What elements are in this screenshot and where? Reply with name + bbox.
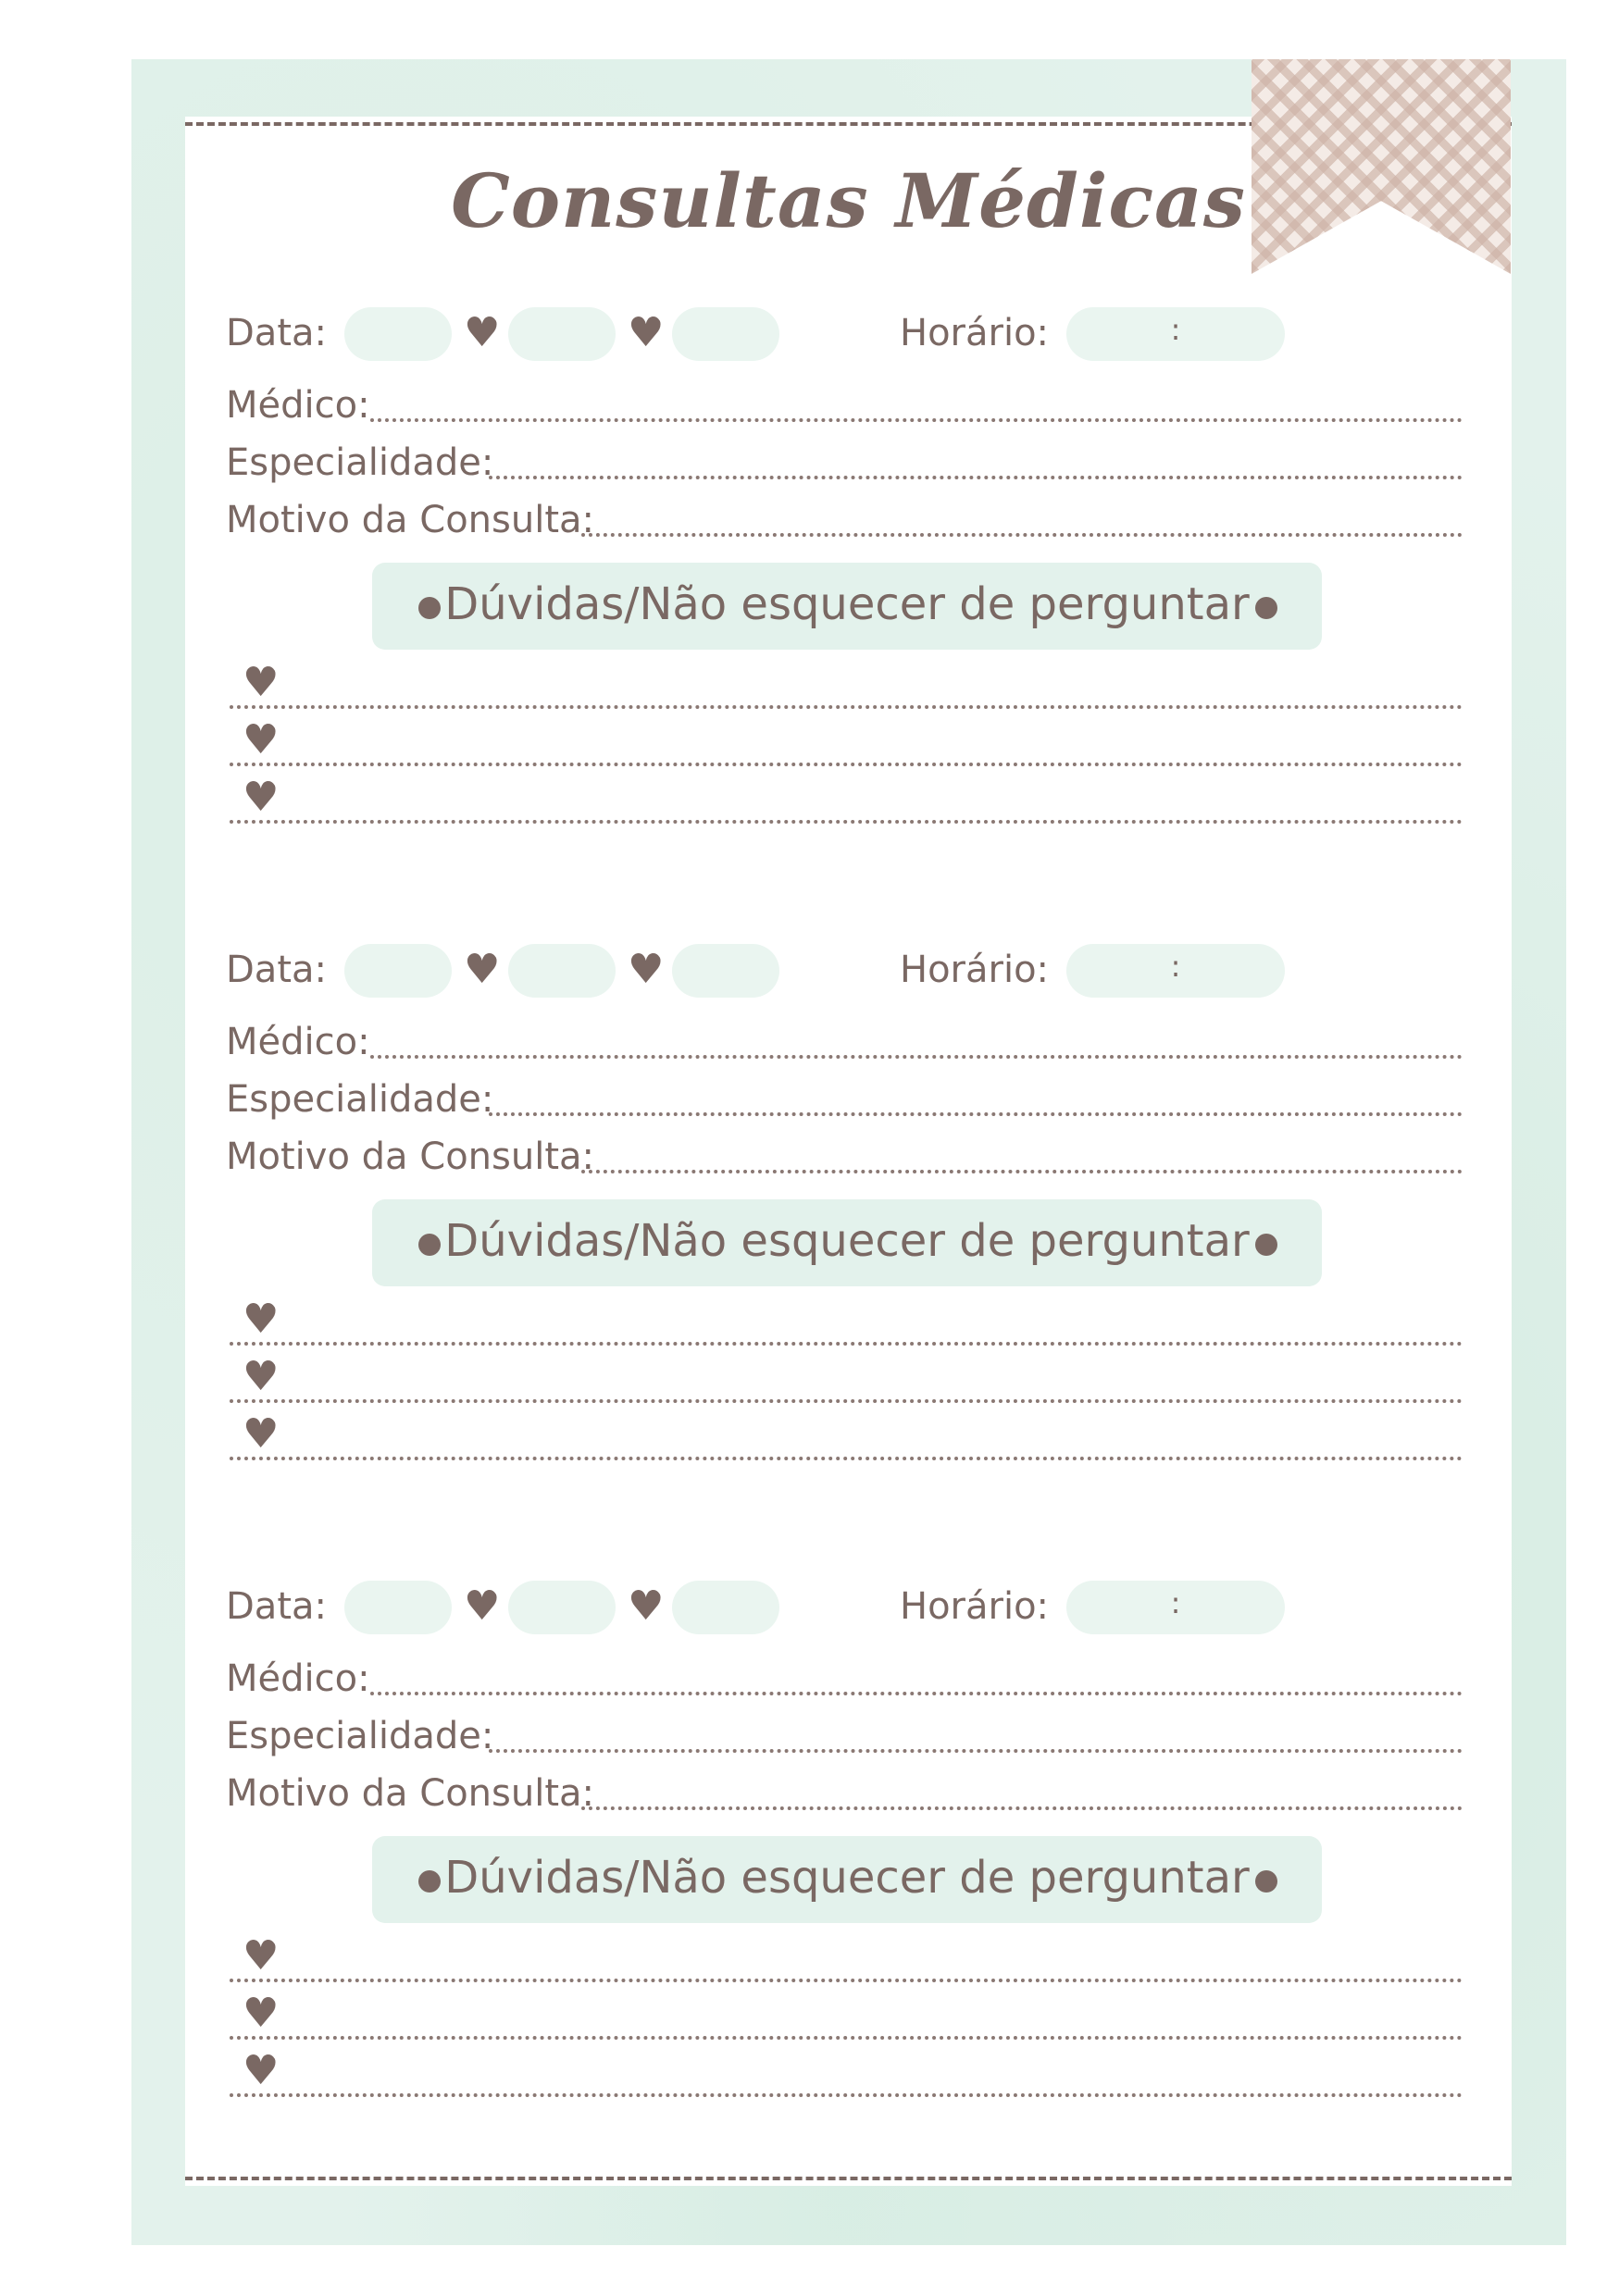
- heart-icon: ♥: [464, 309, 501, 356]
- specialty-line[interactable]: [489, 476, 1463, 479]
- heart-icon: ♥: [243, 774, 280, 821]
- dot-icon: [1255, 1234, 1277, 1256]
- dot-icon: [418, 1870, 441, 1893]
- date-month-field[interactable]: [508, 307, 616, 361]
- heart-icon: ♥: [243, 1410, 280, 1458]
- reason-line[interactable]: [581, 1170, 1463, 1173]
- reason-label: Motivo da Consulta:: [226, 1136, 594, 1178]
- time-label: Horário:: [900, 1585, 1050, 1628]
- heart-icon: ♥: [464, 946, 501, 993]
- reason-line[interactable]: [581, 533, 1463, 537]
- questions-banner: [372, 1836, 1322, 1923]
- reason-label: Motivo da Consulta:: [226, 1772, 594, 1815]
- specialty-label: Especialidade:: [226, 441, 494, 484]
- dot-icon: [1255, 597, 1277, 619]
- heart-icon: ♥: [243, 1296, 280, 1343]
- heart-icon: ♥: [464, 1582, 501, 1630]
- date-month-field[interactable]: [508, 1581, 616, 1634]
- doctor-label: Médico:: [226, 384, 370, 427]
- bottom-dashed-border: [185, 2177, 1512, 2180]
- date-day-field[interactable]: [344, 1581, 452, 1634]
- question-line[interactable]: [230, 2093, 1463, 2097]
- dot-icon: [1255, 1870, 1277, 1893]
- specialty-label: Especialidade:: [226, 1715, 494, 1757]
- heart-icon: ♥: [628, 309, 665, 356]
- specialty-label: Especialidade:: [226, 1078, 494, 1121]
- dot-icon: [418, 1234, 441, 1256]
- questions-banner-label: Dúvidas/Não esquecer de perguntar: [444, 1852, 1250, 1904]
- heart-icon: ♥: [243, 1932, 280, 1980]
- date-year-field[interactable]: [672, 944, 779, 998]
- time-label: Horário:: [900, 949, 1050, 991]
- doctor-label: Médico:: [226, 1657, 370, 1700]
- question-line[interactable]: [230, 1979, 1463, 1982]
- appointment-section-2: [0, 637, 1619, 1458]
- heart-icon: ♥: [628, 1582, 665, 1630]
- appointment-section-3: [0, 1273, 1619, 2094]
- time-field[interactable]: :: [1066, 944, 1285, 998]
- specialty-line[interactable]: [489, 1749, 1463, 1753]
- heart-icon: ♥: [243, 1990, 280, 2037]
- time-label: Horário:: [900, 312, 1050, 354]
- appointment-section-1: [0, 0, 1619, 821]
- reason-line[interactable]: [581, 1806, 1463, 1810]
- date-year-field[interactable]: [672, 1581, 779, 1634]
- date-year-field[interactable]: [672, 307, 779, 361]
- date-day-field[interactable]: [344, 944, 452, 998]
- date-label: Data:: [226, 312, 327, 354]
- time-field[interactable]: :: [1066, 1581, 1285, 1634]
- date-month-field[interactable]: [508, 944, 616, 998]
- doctor-label: Médico:: [226, 1021, 370, 1063]
- questions-banner-label: Dúvidas/Não esquecer de perguntar: [444, 578, 1250, 630]
- date-day-field[interactable]: [344, 307, 452, 361]
- page-title: Consultas Médicas: [451, 157, 1246, 244]
- questions-banner-label: Dúvidas/Não esquecer de perguntar: [444, 1215, 1250, 1267]
- date-label: Data:: [226, 949, 327, 991]
- question-line[interactable]: [230, 2036, 1463, 2040]
- doctor-line[interactable]: [370, 1055, 1463, 1059]
- doctor-line[interactable]: [370, 418, 1463, 422]
- doctor-line[interactable]: [370, 1692, 1463, 1695]
- reason-label: Motivo da Consulta:: [226, 499, 594, 541]
- date-label: Data:: [226, 1585, 327, 1628]
- specialty-line[interactable]: [489, 1112, 1463, 1116]
- heart-icon: ♥: [243, 2047, 280, 2094]
- heart-icon: ♥: [628, 946, 665, 993]
- heart-icon: ♥: [243, 659, 280, 706]
- time-field[interactable]: :: [1066, 307, 1285, 361]
- heart-icon: ♥: [243, 1353, 280, 1400]
- heart-icon: ♥: [243, 716, 280, 763]
- dot-icon: [418, 597, 441, 619]
